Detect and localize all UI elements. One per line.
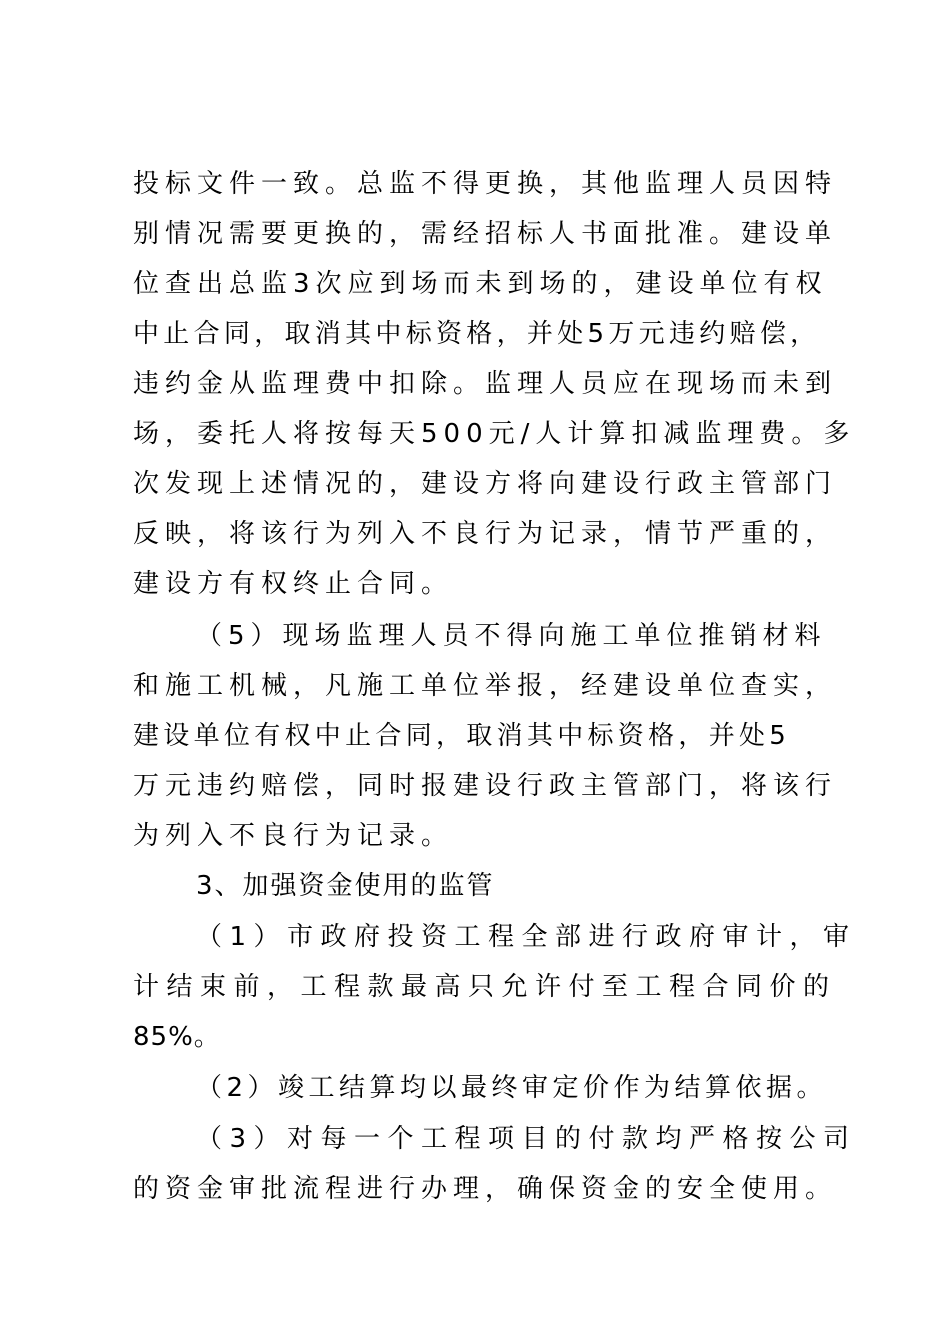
paragraph-line: （3）对每一个工程项目的付款均严格按公司: [196, 1124, 857, 1154]
paragraph-line: （5）现场监理人员不得向施工单位推销材料: [196, 621, 827, 651]
paragraph-line: 别情况需要更换的，需经招标人书面批准。建设单: [133, 219, 838, 249]
paragraph-line: 建设方有权终止合同。: [133, 569, 454, 599]
section-heading: 3、加强资金使用的监管: [196, 871, 495, 901]
paragraph-line: 计结束前，工程款最高只允许付至工程合同价的: [133, 972, 837, 1002]
paragraph-line: 次发现上述情况的，建设方将向建设行政主管部门: [133, 469, 838, 499]
paragraph-line: 位查出总监3次应到场而未到场的，建设单位有权: [133, 269, 828, 299]
paragraph-line: 场，委托人将按每天500元/人计算扣减监理费。多: [133, 419, 856, 449]
paragraph-line: （1）市政府投资工程全部进行政府审计，审: [196, 922, 857, 952]
paragraph-line: 为列入不良行为记录。: [133, 821, 454, 851]
paragraph-line: 中止合同，取消其中标资格，并处5万元违约赔偿，: [133, 319, 821, 349]
paragraph-line: 万元违约赔偿，同时报建设行政主管部门，将该行: [133, 771, 838, 801]
paragraph-line: 的资金审批流程进行办理，确保资金的安全使用。: [133, 1174, 838, 1204]
paragraph-line: 85%。: [133, 1022, 221, 1052]
paragraph-line: （2）竣工结算均以最终审定价作为结算依据。: [196, 1073, 828, 1103]
paragraph-line: 违约金从监理费中扣除。监理人员应在现场而未到: [133, 369, 838, 399]
paragraph-line: 建设单位有权中止合同，取消其中标资格，并处5: [133, 721, 791, 751]
paragraph-line: 投标文件一致。总监不得更换，其他监理人员因特: [133, 169, 838, 199]
paragraph-line: 和施工机械，凡施工单位举报，经建设单位查实，: [133, 671, 838, 701]
paragraph-line: 反映，将该行为列入不良行为记录，情节严重的，: [133, 519, 838, 549]
